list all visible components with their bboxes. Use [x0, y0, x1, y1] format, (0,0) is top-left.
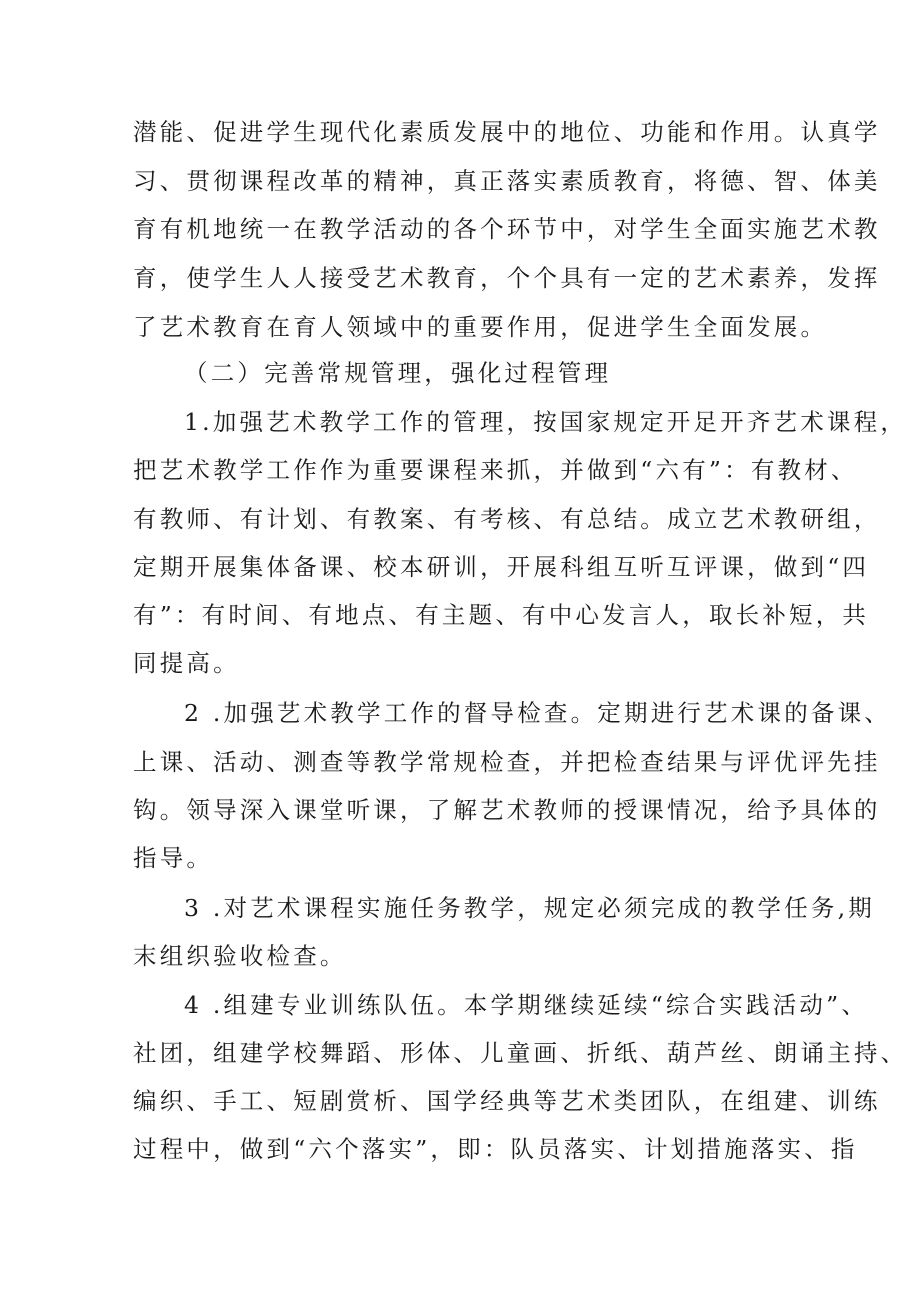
- text-line: 编织、手工、短剧赏析、国学经典等艺术类团队，在组建、训练: [133, 1087, 881, 1115]
- text-line: 潜能、促进学生现代化素质发展中的地位、功能和作用。认真学: [133, 118, 881, 146]
- text-line: 定期开展集体备课、校本研训，开展科组互听互评课，做到“四: [133, 553, 870, 581]
- text-line: 把艺术教学工作作为重要课程来抓，并做到“六有”：有教材、: [133, 456, 858, 484]
- text-line: 上课、活动、测查等教学常规检查，并把检查结果与评优评先挂: [133, 748, 881, 776]
- text-line: 3 .对艺术课程实施任务教学，规定必须完成的教学任务,期: [184, 894, 875, 922]
- section-heading: （二）完善常规管理，强化过程管理: [184, 359, 612, 387]
- text-line: 有”：有时间、有地点、有主题、有中心发言人，取长补短，共: [133, 601, 870, 629]
- text-line: 育有机地统一在教学活动的各个环节中，对学生全面实施艺术教: [133, 215, 881, 243]
- text-line: 习、贯彻课程改革的精神，真正落实素质教育，将德、智、体美: [133, 167, 881, 195]
- text-line: 指导。: [133, 844, 214, 872]
- text-line: 末组织验收检查。: [133, 942, 347, 970]
- text-line: 有教师、有计划、有教案、有考核、有总结。成立艺术教研组，: [133, 505, 881, 533]
- text-line: 了艺术教育在育人领域中的重要作用，促进学生全面发展。: [133, 313, 828, 341]
- text-line: 过程中，做到“六个落实”，即：队员落实、计划措施落实、指: [133, 1135, 858, 1163]
- text-line: 1.加强艺术教学工作的管理，按国家规定开足开齐艺术课程，: [184, 408, 908, 436]
- text-line: 育，使学生人人接受艺术教育，个个具有一定的艺术素养，发挥: [133, 264, 881, 292]
- text-line: 2 .加强艺术教学工作的督导检查。定期进行艺术课的备课、: [184, 699, 891, 727]
- text-line: 社团，组建学校舞蹈、形体、儿童画、折纸、葫芦丝、朗诵主持、: [133, 1039, 908, 1067]
- text-line: 4 .组建专业训练队伍。本学期继续延续“综合实践活动”、: [184, 991, 869, 1019]
- text-line: 同提高。: [133, 649, 240, 677]
- text-line: 钩。领导深入课堂听课，了解艺术教师的授课情况，给予具体的: [133, 796, 881, 824]
